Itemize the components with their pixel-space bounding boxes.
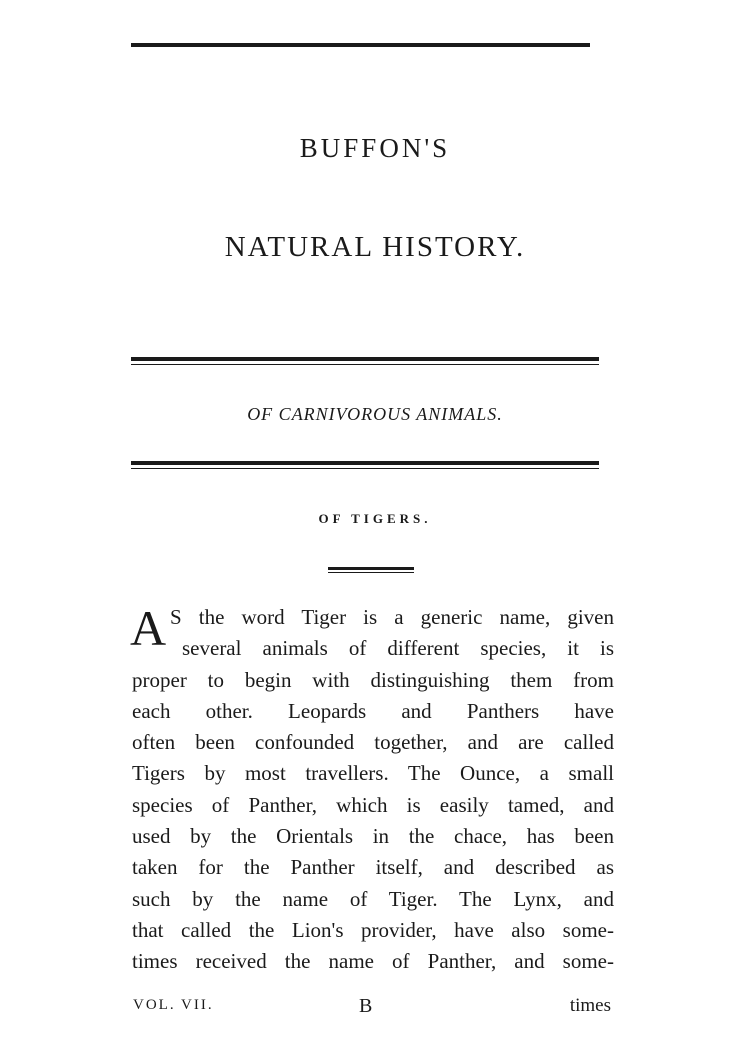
double-rule-upper — [131, 357, 599, 365]
signature-mark: B — [359, 995, 373, 1017]
text-line: taken for the Panther itself, and described as — [132, 855, 614, 880]
catchword: times — [569, 995, 611, 1016]
text-line: S the word Tiger is a generic name, given — [170, 605, 614, 629]
title-line-2: NATURAL HISTORY. — [224, 231, 526, 263]
text-line: Tigers by most travellers. The Ounce, a small — [132, 761, 614, 786]
drop-cap: A — [130, 600, 167, 656]
text-line: several animals of different species, it is — [182, 636, 614, 661]
double-rule-lower — [131, 461, 599, 469]
text-line: each other. Leopards and Panthers have — [132, 698, 614, 723]
text-line: times received the name of Panther, and some- — [132, 949, 614, 974]
chapter-heading: OF TIGERS. — [318, 511, 432, 526]
text-line: species of Panther, which is easily tamed, and — [132, 792, 614, 817]
text-line: proper to begin with distinguishing them from — [132, 667, 614, 692]
text-line: often been confounded together, and are called — [132, 730, 614, 755]
chapter-rule — [328, 567, 414, 573]
text-line: such by the name of Tiger. The Lynx, and — [132, 886, 614, 911]
top-rule — [131, 43, 590, 47]
volume-label: VOL. VII. — [133, 997, 214, 1013]
section-heading: OF CARNIVOROUS ANIMALS. — [247, 404, 503, 424]
title-line-1: BUFFON'S — [299, 133, 451, 163]
text-line: that called the Lion's provider, have also some- — [132, 917, 614, 942]
body-text — [132, 602, 614, 978]
text-line: used by the Orientals in the chace, has been — [132, 824, 614, 849]
page-footer — [133, 995, 611, 1023]
